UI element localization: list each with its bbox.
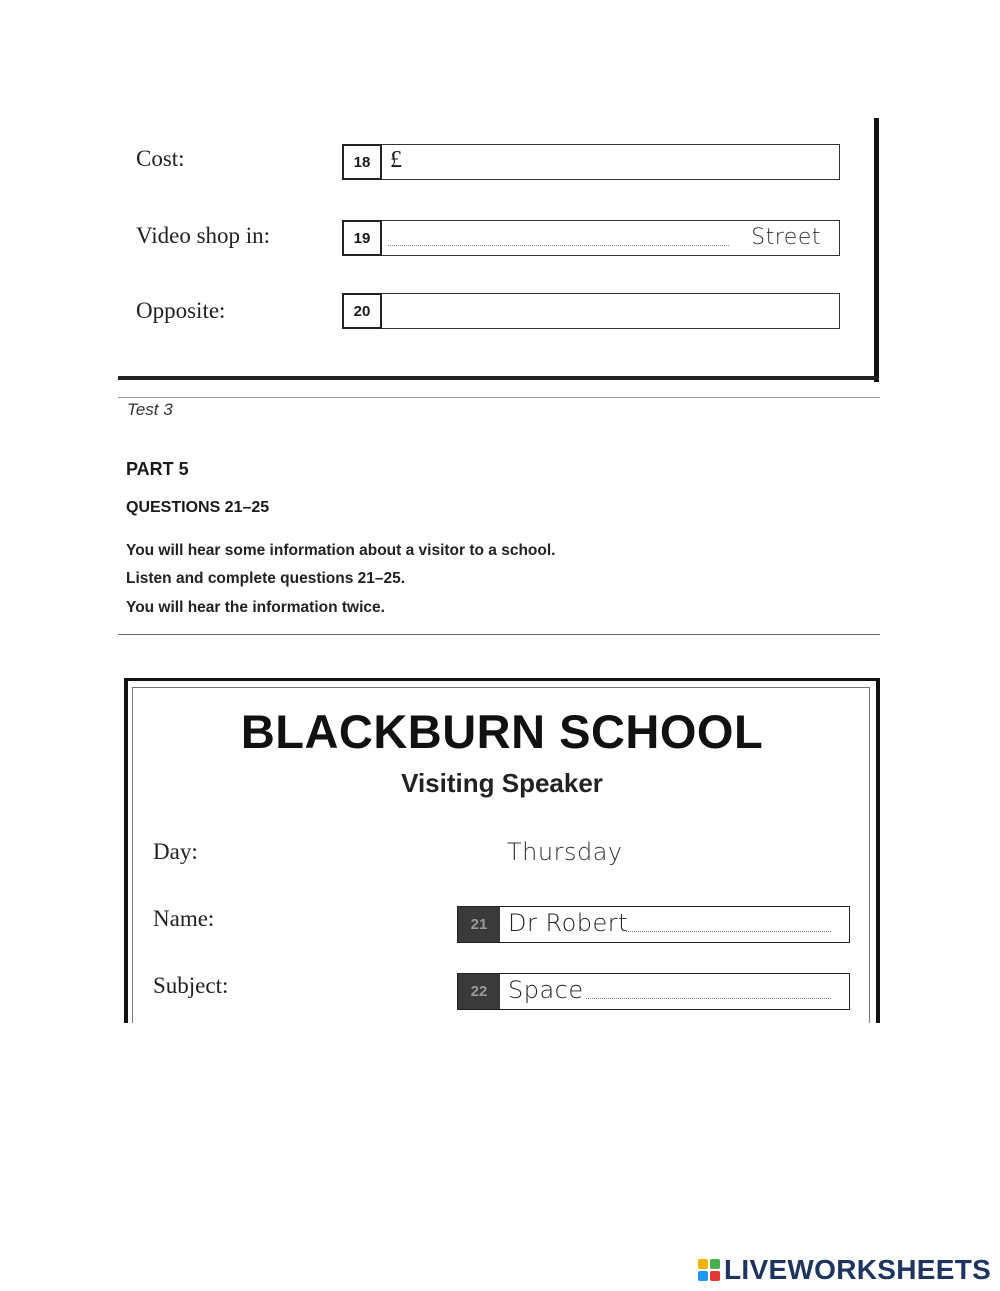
dotted-line bbox=[586, 998, 831, 999]
liveworksheets-logo bbox=[698, 1254, 991, 1286]
answer-box-18[interactable] bbox=[342, 144, 840, 180]
question-number-22: 22 bbox=[458, 974, 500, 1009]
logo-square bbox=[710, 1259, 720, 1269]
card-border bbox=[124, 678, 880, 681]
logo-square bbox=[698, 1259, 708, 1269]
question-number-18: 18 bbox=[342, 144, 382, 180]
part-heading: PART 5 bbox=[126, 459, 189, 479]
question-number-19: 19 bbox=[342, 220, 382, 256]
instruction-line: Listen and complete questions 21–25. bbox=[126, 570, 406, 587]
answer-box-19[interactable] bbox=[342, 220, 840, 256]
dotted-line bbox=[388, 245, 729, 246]
opposite-label: Opposite: bbox=[136, 298, 226, 323]
pound-sign: £ bbox=[390, 147, 402, 173]
question-number-20: 20 bbox=[342, 293, 382, 329]
cost-label: Cost: bbox=[136, 146, 185, 171]
logo-square bbox=[710, 1271, 720, 1281]
card-border-inner bbox=[132, 687, 870, 688]
video-shop-label: Video shop in: bbox=[136, 223, 271, 248]
subject-value: Space bbox=[508, 976, 584, 1004]
instruction-line: You will hear the information twice. bbox=[126, 599, 385, 616]
school-notice-card bbox=[124, 678, 880, 1023]
logo-text: LIVEWORKSHEETS bbox=[724, 1254, 992, 1285]
logo-grid-icon bbox=[698, 1259, 720, 1281]
divider bbox=[118, 634, 880, 635]
divider bbox=[118, 397, 880, 398]
instruction-line: You will hear some information about a visitor to a school. bbox=[126, 542, 556, 559]
logo-square bbox=[698, 1271, 708, 1281]
answer-box-22[interactable] bbox=[457, 973, 850, 1010]
day-value: Thursday bbox=[507, 838, 623, 866]
subject-label: Subject: bbox=[153, 973, 229, 998]
answer-form-top bbox=[118, 118, 880, 384]
dotted-line bbox=[626, 931, 831, 932]
form-right-border bbox=[874, 118, 879, 382]
answer-box-21[interactable] bbox=[457, 906, 850, 943]
name-value: Dr Robert bbox=[508, 909, 629, 937]
day-label: Day: bbox=[153, 839, 198, 864]
question-number-21: 21 bbox=[458, 907, 500, 942]
street-suffix: Street bbox=[751, 225, 821, 250]
test-label: Test 3 bbox=[127, 400, 173, 419]
name-label: Name: bbox=[153, 906, 215, 931]
school-title: BLACKBURN SCHOOL bbox=[240, 705, 764, 758]
answer-box-20[interactable] bbox=[342, 293, 840, 329]
school-subtitle: Visiting Speaker bbox=[401, 768, 603, 798]
form-bottom-border bbox=[118, 376, 879, 380]
questions-heading: QUESTIONS 21–25 bbox=[126, 499, 270, 516]
